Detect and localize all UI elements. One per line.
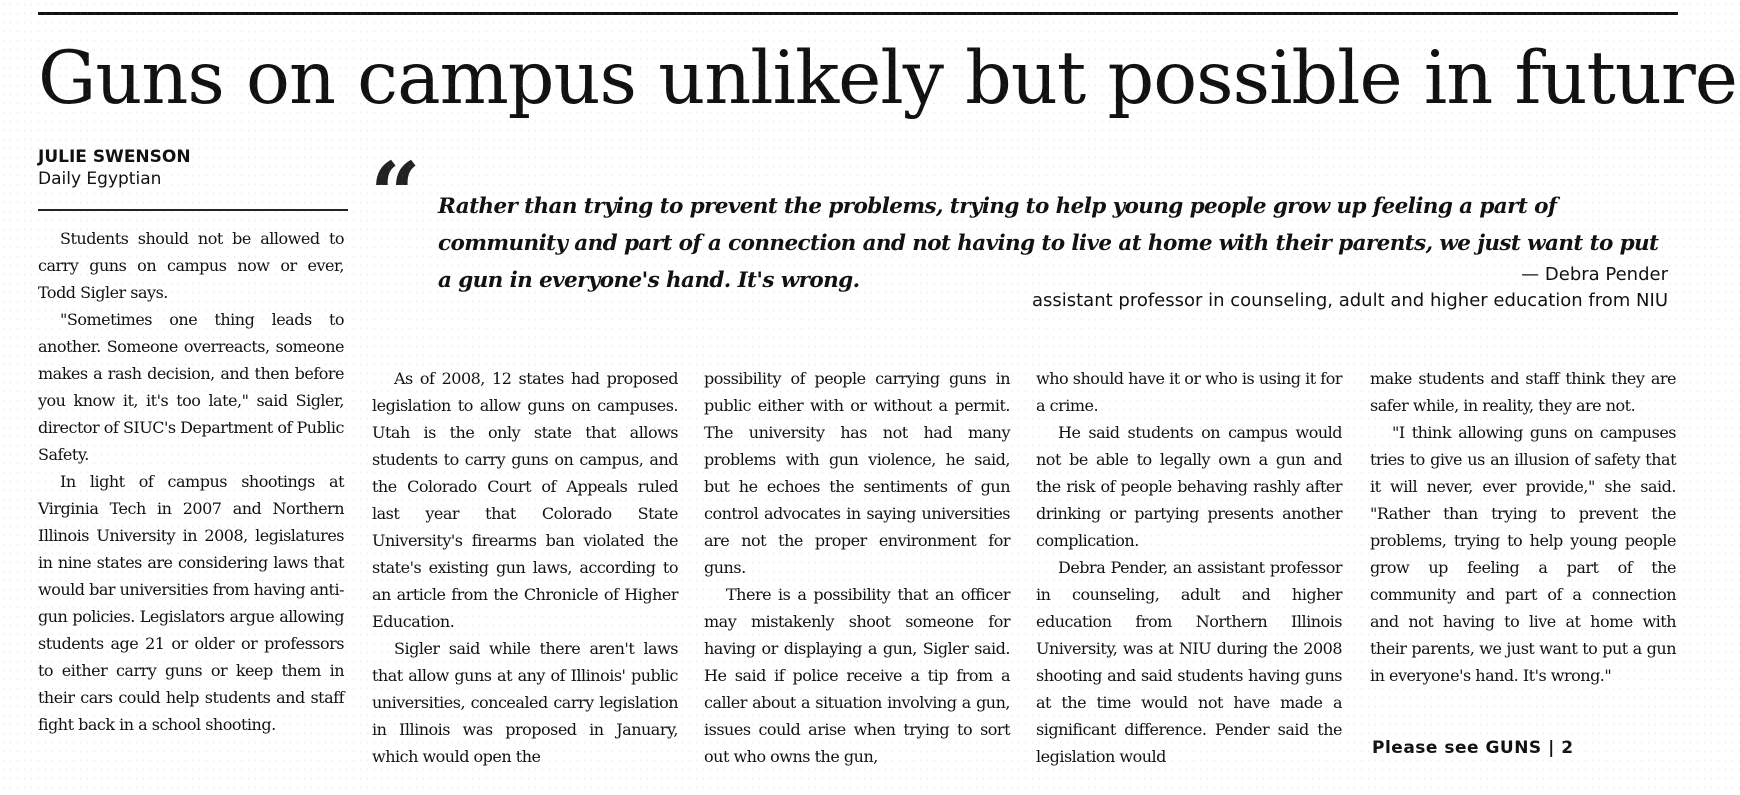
paragraph: In light of campus shootings at Virginia Tech in 2007 and Northern Illinois University in 2008, legislatures in nine states are considering laws that would bar universities from having anti-gun policies. Legislators argue allowing students age 21 or older or professors to either carry guns or keep them in their cars could help students and staff fight back in a school shooting. [38,472,345,734]
quote-mark-icon: “ [370,142,421,246]
paragraph: "Sometimes one thing leads to another. Someone overreacts, someone makes a rash decision, and then before you know it, it's too late," said Sigler, director of SIUC's Department of Public Safety. [38,310,344,464]
byline-author: JULIE SWENSON [38,147,191,167]
article-column-2 [372,365,678,770]
pullquote-attribution-name: — Debra Pender [1521,264,1668,285]
byline [38,146,338,190]
paragraph: As of 2008, 12 states had proposed legislation to allow guns on campuses. Utah is the only state that allows students to carry guns on campus, and the Colorado Court of Appeals ruled last year that Colorado State University's firearms ban violated the state's existing gun laws, according to an article from the Chronicle of Higher Education. [372,369,678,631]
paragraph: who should have it or who is using it for a crime. [1036,369,1342,415]
byline-publication: Daily Egyptian [38,169,162,189]
article-column-3 [704,365,1010,770]
paragraph: Debra Pender, an assistant professor in counseling, adult and higher education from Northern Illinois University, was at NIU during the 2008 shooting and said students having guns at the time would not have made a significant difference. Pender said the legislation would [1036,558,1342,766]
pullquote-text: Rather than trying to prevent the problems, trying to help young people grow up feeling a part of community and part of a connection and not having to live at home with their parents, we just want to put a gun in everyone's hand. It's wrong. [438,194,1659,293]
headline: Guns on campus unlikely but possible in future [38,36,1737,121]
paragraph: make students and staff think they are safer while, in reality, they are not. [1370,369,1676,415]
paragraph: He said students on campus would not be able to legally own a gun and the risk of people behaving rashly after drinking or partying presents another complication. [1036,423,1342,550]
article-column-1 [38,225,344,738]
paragraph: possibility of people carrying guns in public either with or without a permit. The university has not had many problems with gun violence, he said, but he echoes the sentiments of gun control advocates in saying universities are not the proper environment for guns. [704,369,1010,577]
paragraph: There is a possibility that an officer may mistakenly shoot someone for having or displaying a gun, Sigler said. He said if police receive a tip from a caller about a situation involving a gun, issues could arise when trying to sort out who owns the gun, [704,585,1010,766]
pullquote-attribution-title: assistant professor in counseling, adult and higher education from NIU [1031,290,1668,311]
article-column-5 [1370,365,1676,689]
pullquote-attribution [1032,262,1668,314]
byline-rule [38,209,348,211]
top-rule [38,12,1678,15]
paragraph: Sigler said while there aren't laws that allow guns at any of Illinois' public universities, concealed carry legislation in Illinois was proposed in January, which would open the [372,639,678,766]
continued-jump-line: Please see GUNS | 2 [1372,738,1574,758]
paragraph: "I think allowing guns on campuses tries to give us an illusion of safety that it will never, ever provide," she said. "Rather than trying to prevent the problems, trying to help young people grow up feeling a part of the community and part of a connection and not having to live at home with their parents, we just want to put a gun in everyone's hand. It's wrong." [1370,423,1676,685]
article-column-4 [1036,365,1342,770]
paragraph: Students should not be allowed to carry guns on campus now or ever, Todd Sigler says. [38,229,344,302]
